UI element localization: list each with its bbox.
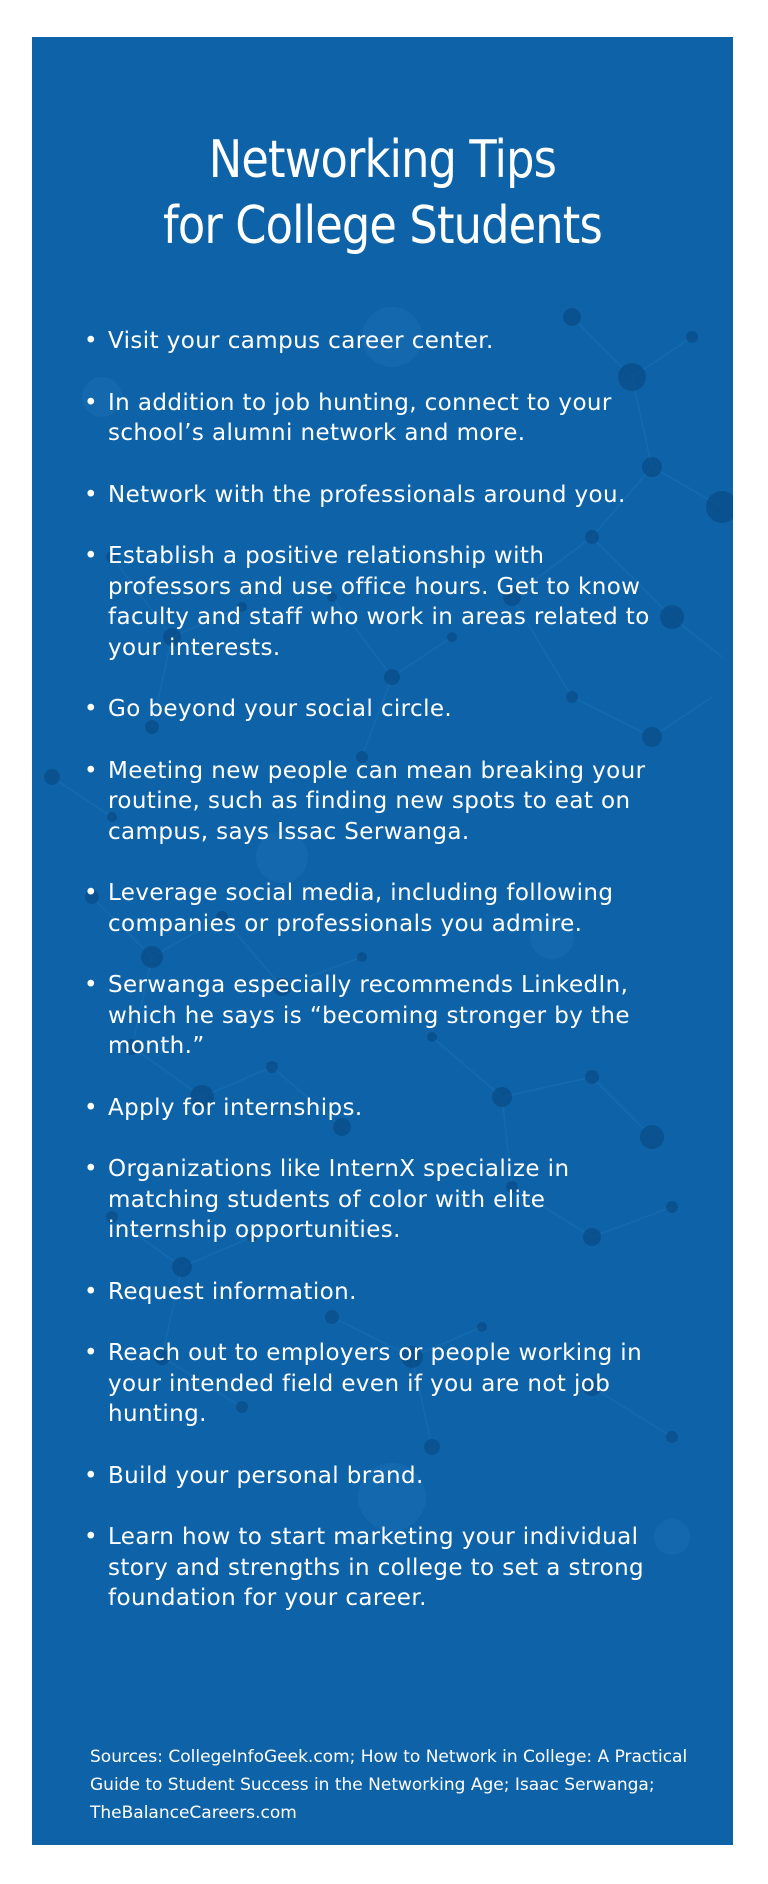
bullet-icon: • (84, 1524, 98, 1550)
title-line-1: Networking Tips (208, 130, 557, 190)
tip-text: Visit your campus career center. (108, 328, 494, 354)
bullet-icon: • (84, 1094, 98, 1121)
bullet-icon: • (84, 757, 98, 784)
bullet-icon: • (84, 389, 98, 416)
infographic-panel (32, 37, 733, 1845)
list-item (84, 878, 664, 939)
bullet-icon: • (84, 543, 98, 569)
tip-text: Organizations like InternX specialize in matching students of color with elite internship opportunities. (108, 1156, 570, 1243)
list-item (84, 326, 664, 357)
bullet-icon: • (84, 696, 98, 722)
list-item (84, 1522, 664, 1614)
list-item (84, 1093, 664, 1124)
bullet-icon: • (84, 1278, 98, 1305)
sources-note: Sources: CollegeInfoGeek.com; How to Network in College: A Practical Guide to Student Success in the Networking Age; Isaac Serwanga; TheBalanceCareers.com (90, 1747, 688, 1823)
bullet-icon: • (84, 481, 98, 508)
page-title (81, 127, 684, 259)
tip-text: In addition to job hunting, connect to your school’s alumni network and more. (108, 389, 612, 446)
bullet-icon: • (84, 880, 98, 906)
list-item (84, 480, 664, 511)
tip-text: Establish a positive relationship with professors and use office hours. Get to know faculty and staff who work in areas related to your interests. (108, 543, 650, 661)
bullet-icon: • (84, 1156, 98, 1182)
tip-text: Learn how to start marketing your individual story and strengths in college to set a strong foundation for your career. (108, 1524, 645, 1611)
tips-list (84, 326, 664, 1645)
list-item (84, 694, 664, 725)
bullet-icon: • (84, 1462, 98, 1489)
tip-text: Network with the professionals around you. (108, 481, 626, 508)
list-item (84, 1154, 664, 1246)
tip-text: Build your personal brand. (108, 1462, 424, 1489)
list-item (84, 541, 664, 663)
list-item (84, 1338, 664, 1430)
bullet-icon: • (84, 972, 98, 998)
bullet-icon: • (84, 328, 98, 354)
list-item (84, 1461, 664, 1492)
tip-text: Leverage social media, including following companies or professionals you admire. (108, 880, 614, 937)
bullet-icon: • (84, 1340, 98, 1366)
tip-text: Meeting new people can mean breaking your routine, such as finding new spots to eat on campus, says Issac Serwanga. (108, 757, 646, 845)
list-item (84, 756, 664, 848)
tip-text: Request information. (108, 1278, 357, 1305)
tip-text: Apply for internships. (108, 1094, 363, 1121)
list-item (84, 388, 664, 449)
tip-text: Reach out to employers or people working in your intended field even if you are not job hunting. (108, 1340, 643, 1427)
title-line-2: for College Students (162, 196, 602, 256)
tip-text: Serwanga especially recommends LinkedIn, which he says is “becoming stronger by the month.” (108, 972, 630, 1059)
list-item (84, 1277, 664, 1308)
tip-text: Go beyond your social circle. (108, 696, 453, 722)
list-item (84, 970, 664, 1062)
